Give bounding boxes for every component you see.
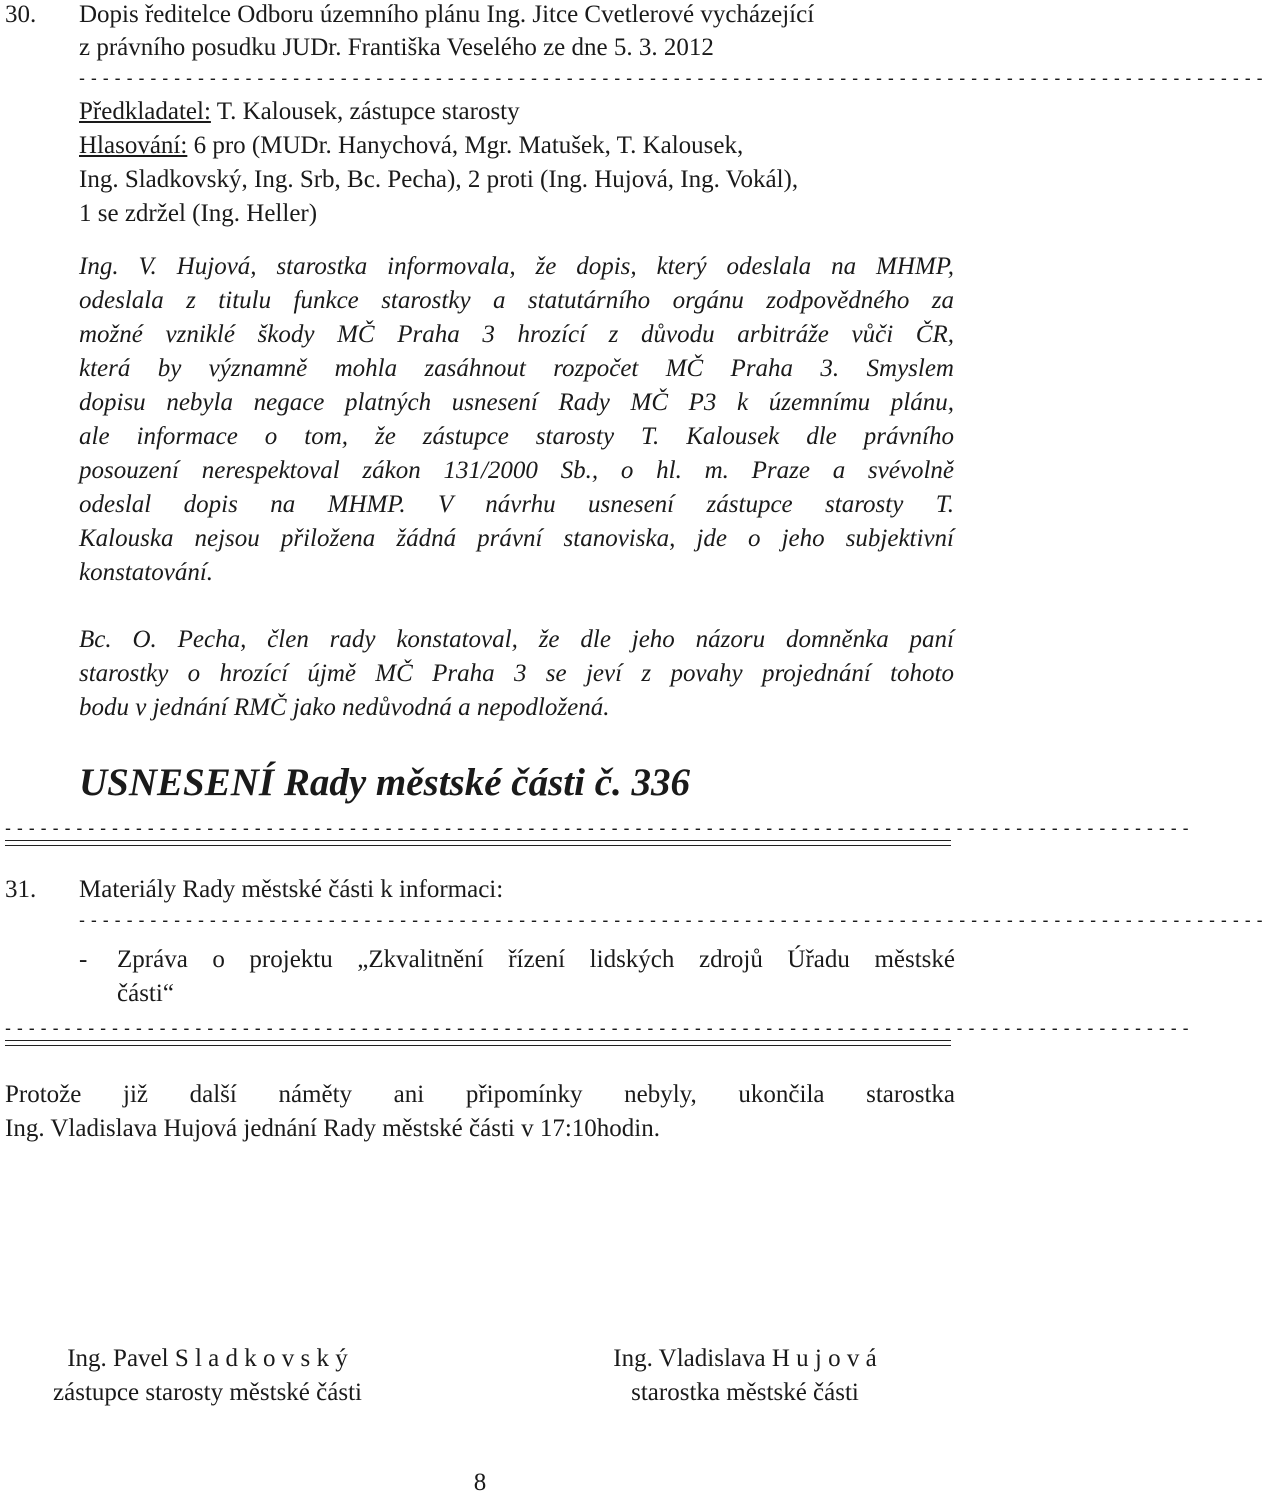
para2-line: starostky o hrozící újmě MČ Praha 3 se jeví z povahy projednání tohoto (79, 660, 954, 687)
para1-line: možné vzniklé škody MČ Praha 3 hrozící z důvodu arbitráže vůči ČR, (79, 321, 954, 348)
closing-line2: Ing. Vladislava Hujová jednání Rady městské části v 17:10hodin. (5, 1115, 660, 1142)
vote-line-1 (79, 131, 743, 161)
item-31-bullet: - (79, 946, 88, 973)
separator-dashes: - - - - - - - - - - - - - - - - - - - - - - - - - - - - - - - - - - - - - - - - - - - - - - - - - - - - - - - - - - - - - - - - - - - - - - - - - - - - - - - - - - - - - - - - - - - - - - - - - - - - (79, 910, 1263, 930)
para1-line: Kalouska nejsou přiložena žádná právní stanoviska, jde o jeho subjektivní (79, 525, 954, 552)
separator-dashes: - - - - - - - - - - - - - - - - - - - - - - - - - - - - - - - - - - - - - - - - - - - - - - - - - - - - - - - - - - - - - - - - - - - - - - - - - - - - - - - - - - - - - - - - - - - - - - - - - - - - (5, 818, 1190, 838)
para1-line: odeslala z titulu funkce starostky a statutárního orgánu zodpovědného za (79, 287, 954, 314)
double-rule (5, 840, 951, 846)
item-31-entry-line2: části“ (117, 980, 174, 1007)
item-31-number: 31. (5, 876, 37, 903)
separator-dashes: - - - - - - - - - - - - - - - - - - - - - - - - - - - - - - - - - - - - - - - - - - - - - - - - - - - - - - - - - - - - - - - - - - - - - - - - - - - - - - - - - - - - - - - - - - - - - - - - - - - - (5, 1018, 1190, 1038)
signature-right-role: starostka městské části (631, 1379, 859, 1406)
vote-text-1: 6 pro (MUDr. Hanychová, Mgr. Matušek, T. Kalousek, (187, 132, 744, 159)
presenter-line (79, 97, 520, 127)
para1-line: dopisu nebyla negace platných usnesení Rady MČ P3 k územnímu plánu, (79, 389, 954, 416)
presenter-label: Předkladatel: (79, 98, 211, 125)
signature-left-name: Ing. Pavel S l a d k o v s k ý (67, 1345, 348, 1372)
para1-line: konstatování. (79, 559, 214, 586)
signature-left-role: zástupce starosty městské části (53, 1379, 362, 1406)
vote-line-2: Ing. Sladkovský, Ing. Srb, Bc. Pecha), 2 proti (Ing. Hujová, Ing. Vokál), (79, 166, 799, 193)
signature-right-name: Ing. Vladislava H u j o v á (613, 1345, 877, 1372)
double-rule (5, 1040, 951, 1046)
item-31-entry-line1: Zpráva o projektu „Zkvalitnění řízení lidských zdrojů Úřadu městské (117, 946, 955, 973)
para2-line: bodu v jednání RMČ jako nedůvodná a nepodložená. (79, 694, 610, 721)
para1-line: odeslal dopis na MHMP. V návrhu usnesení zástupce starosty T. (79, 491, 954, 518)
para1-line: posouzení nerespektoval zákon 131/2000 Sb., o hl. m. Praze a svévolně (79, 457, 954, 484)
para1-line: která by významně mohla zasáhnout rozpočet MČ Praha 3. Smyslem (79, 355, 954, 382)
para1-line: Ing. V. Hujová, starostka informovala, že dopis, který odeslala na MHMP, (79, 253, 954, 280)
vote-line-3: 1 se zdržel (Ing. Heller) (79, 200, 318, 227)
separator-dashes: - - - - - - - - - - - - - - - - - - - - - - - - - - - - - - - - - - - - - - - - - - - - - - - - - - - - - - - - - - - - - - - - - - - - - - - - - - - - - - - - - - - - - - - - - - - - - - - - - - - - (79, 68, 1263, 88)
item-30-number: 30. (5, 1, 37, 28)
presenter-value: T. Kalousek, zástupce starosty (210, 98, 520, 125)
item-30-title-line2: z právního posudku JUDr. Františka Veselého ze dne 5. 3. 2012 (79, 34, 714, 61)
para1-line: ale informace o tom, že zástupce starosty T. Kalousek dle právního (79, 423, 954, 450)
para2-line: Bc. O. Pecha, člen rady konstatoval, že dle jeho názoru domněnka paní (79, 626, 954, 653)
page-number: 8 (473, 1469, 487, 1496)
resolution-heading: USNESENÍ Rady městské části č. 336 (79, 761, 691, 804)
item-30-title-line1: Dopis ředitelce Odboru územního plánu Ing. Jitce Cvetlerové vycházející (79, 1, 815, 28)
item-31-title: Materiály Rady městské části k informaci: (79, 876, 504, 903)
vote-label: Hlasování: (79, 132, 188, 159)
closing-line1: Protože již další náměty ani připomínky nebyly, ukončila starostka (5, 1081, 955, 1108)
